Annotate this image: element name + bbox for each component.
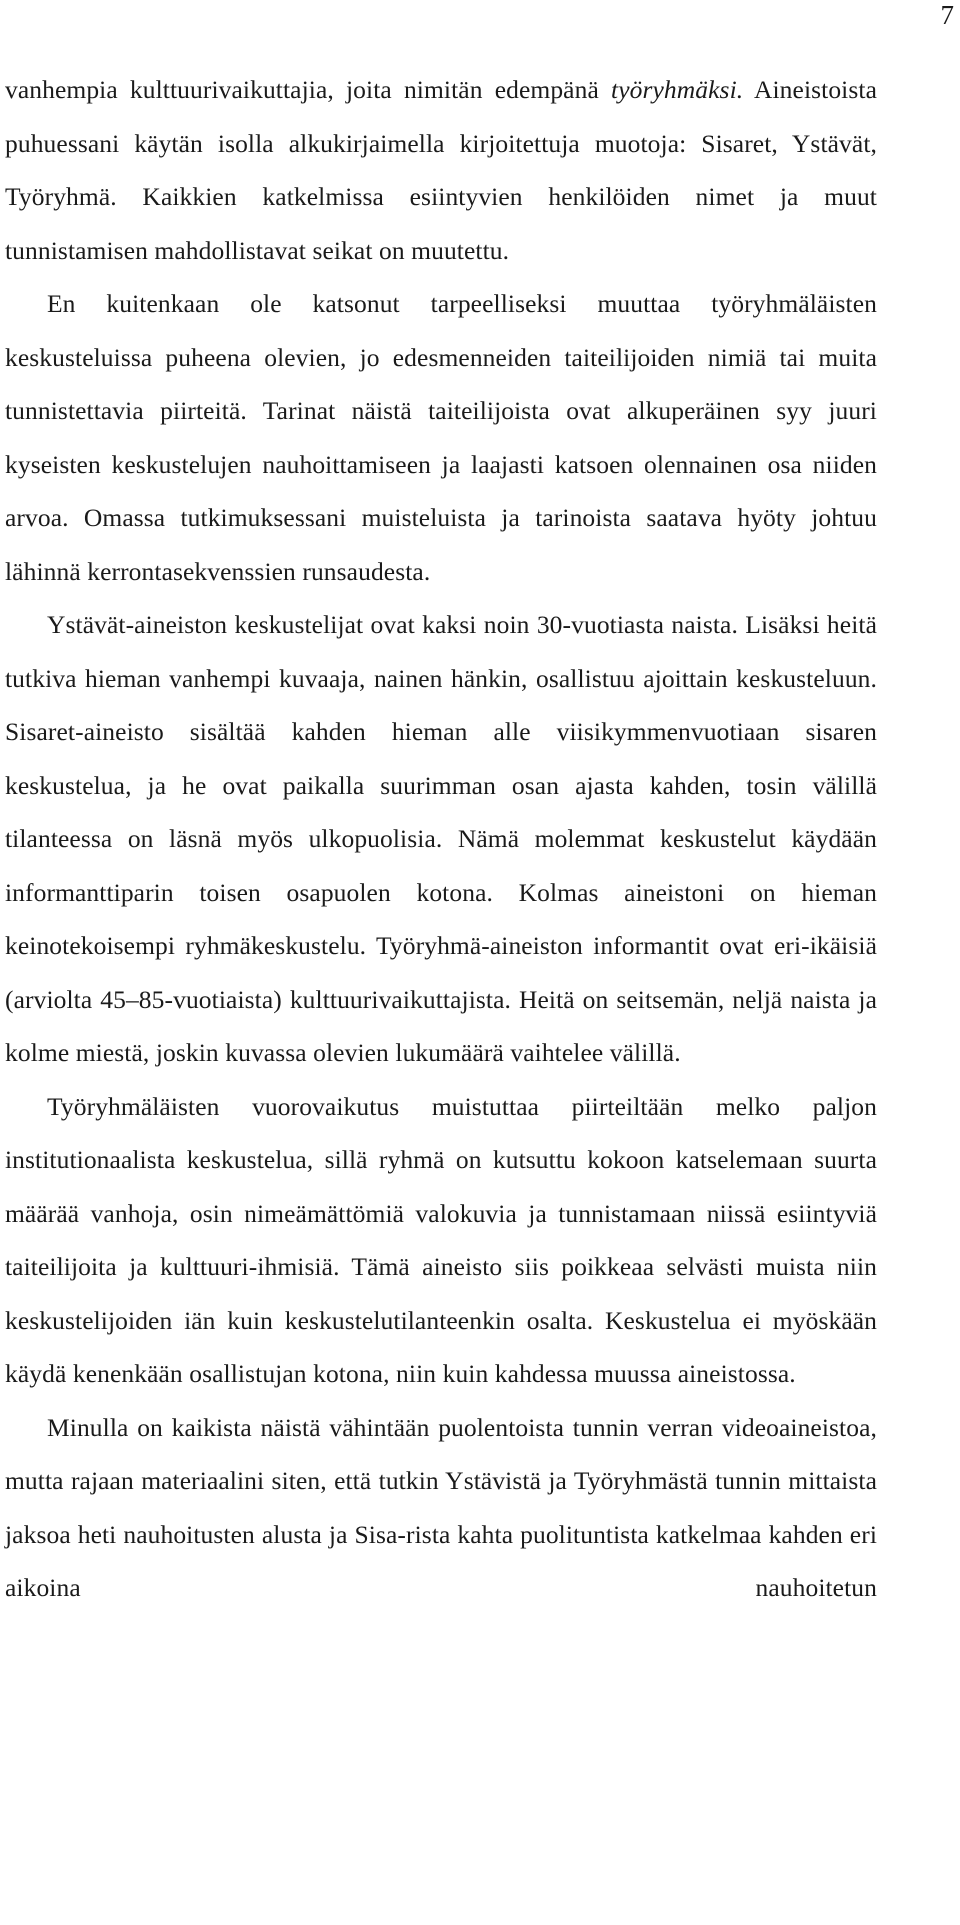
paragraph-intro-continuation [5, 63, 877, 277]
paragraph-text: vanhempia kulttuurivaikuttajia, joita nimitän edempänä [5, 75, 612, 104]
emphasized-term: työryhmäksi. [611, 75, 744, 104]
paragraph-text: Aineistoista puhuessani käytän isolla alkukirjaimella kirjoitettuja muotoja: Sisaret, Ystävät, Työryhmä. Kaikkien katkelmissa esiintyvien henkilöiden nimet ja muut tunnistamisen mahdollistavat seikat on muutettu. [5, 75, 877, 265]
paragraph-artist-names: En kuitenkaan ole katsonut tarpeelliseksi muuttaa työryhmäläisten keskusteluissa puheena olevien, jo edesmenneiden taiteilijoiden nimiä tai muita tunnistettavia piirteitä. Tarinat näistä taiteilijoista ovat alkuperäinen syy juuri kyseisten keskustelujen nauhoittamiseen ja laajasti katsoen olennainen osa niiden arvoa. Omassa tutkimuksessani muisteluista ja tarinoista saatava hyöty johtuu lähinnä kerrontasekvenssien runsaudesta. [5, 289, 877, 586]
paragraph-working-group: Työryhmäläisten vuorovaikutus muistuttaa piirteiltään melko paljon institutionaalista keskustelua, sillä ryhmä on kutsuttu kokoon katselemaan suurta määrää vanhoja, osin nimeämättömiä valokuvia ja tunnistamaan niissä esiintyviä taiteilijoita ja kulttuuri-ihmisiä. Tämä aineisto siis poikkeaa selvästi muista niin keskustelijoiden iän kuin keskustelutilanteenkin osalta. Keskustelua ei myöskään käydä kenenkään osallistujan kotona, niin kuin kahdessa muussa aineistossa. [5, 1091, 877, 1388]
paragraph-video-material: Minulla on kaikista näistä vähintään puolentoista tunnin verran videoaineistoa, mutta rajaan materiaalini siten, että tutkin Ystävistä ja Työryhmästä tunnin mittaista jaksoa heti nauhoitusten alusta ja Sisa-rista kahta puolituntista katkelmaa kahden eri aikoina nauhoitetun [5, 1412, 877, 1602]
page-number: 7 [940, 0, 954, 30]
document-body [5, 63, 877, 1615]
paragraph-materials-description: Ystävät-aineiston keskustelijat ovat kaksi noin 30-vuotiasta naista. Lisäksi heitä tutkiva hieman vanhempi kuvaaja, nainen hänkin, osallistuu ajoittain keskusteluun. Sisaret-aineisto sisältää kahden hieman alle viisikymmenvuotiaan sisaren keskustelua, ja he ovat paikalla suurimman osan ajasta kahden, tosin välillä tilanteessa on läsnä myös ulkopuolisia. Nämä molemmat keskustelut käydään informanttiparin toisen osapuolen kotona. Kolmas aineistoni on hieman keinotekoisempi ryhmäkeskustelu. Työryhmä-aineiston informantit ovat eri-ikäisiä (arviolta 45–85-vuotiaista) kulttuurivaikuttajista. Heitä on seitsemän, neljä naista ja kolme miestä, joskin kuvassa olevien lukumäärä vaihtelee välillä. [5, 610, 877, 1067]
